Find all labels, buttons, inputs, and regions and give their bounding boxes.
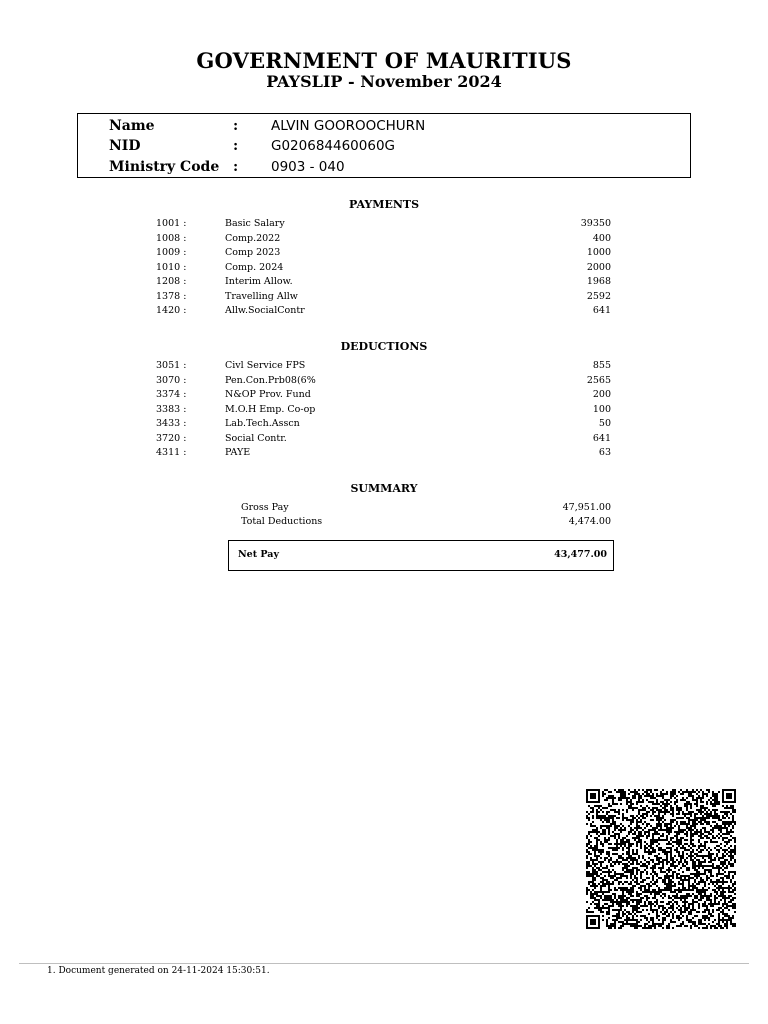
employee-info-box xyxy=(77,113,691,178)
list-item xyxy=(0,246,768,260)
item-description: Lab.Tech.Asscn xyxy=(225,418,300,429)
employee-colon: : xyxy=(233,159,239,175)
footnote: 1. Document generated on 24-11-2024 15:30:51. xyxy=(47,966,270,976)
item-code: 1010 : xyxy=(156,261,187,273)
page-title: GOVERNMENT OF MAURITIUS xyxy=(196,48,572,73)
item-code: 1008 : xyxy=(156,232,187,244)
net-pay-amount: 43,477.00 xyxy=(554,549,607,560)
gross-pay-amount: 47,951.00 xyxy=(562,502,611,513)
list-item xyxy=(0,374,768,388)
item-amount: 63 xyxy=(598,447,611,458)
item-amount: 2565 xyxy=(586,374,611,386)
employee-row-nid xyxy=(78,136,690,156)
employee-row-ministry-code xyxy=(78,157,690,177)
item-code: 3374 : xyxy=(156,389,187,400)
employee-row-name xyxy=(78,116,690,136)
total-deductions-row xyxy=(0,515,768,529)
list-item xyxy=(0,432,768,446)
page-subtitle: PAYSLIP - November 2024 xyxy=(266,72,502,91)
gross-pay-row xyxy=(0,501,768,515)
employee-value: G020684460060G xyxy=(271,138,395,154)
item-code: 1378 : xyxy=(156,290,187,302)
item-description: Pen.Con.Prb08(6% xyxy=(225,374,316,386)
deductions-heading: DEDUCTIONS xyxy=(340,340,428,353)
item-description: Civl Service FPS xyxy=(225,360,306,371)
item-description: Comp.2022 xyxy=(225,232,281,244)
employee-label: Ministry Code xyxy=(109,159,220,175)
item-amount: 2000 xyxy=(586,261,611,273)
item-description: Basic Salary xyxy=(225,218,285,229)
list-item xyxy=(0,359,768,373)
item-code: 1009 : xyxy=(156,247,187,258)
item-code: 1001 : xyxy=(156,218,187,229)
item-amount: 200 xyxy=(592,389,611,400)
list-item xyxy=(0,232,768,246)
gross-pay-label: Gross Pay xyxy=(241,502,289,513)
item-description: Allw.SocialContr xyxy=(225,305,305,316)
item-code: 3433 : xyxy=(156,418,187,429)
item-amount: 641 xyxy=(592,305,611,316)
list-item xyxy=(0,217,768,231)
list-item xyxy=(0,261,768,275)
employee-label: NID xyxy=(109,138,141,154)
employee-value: 0903 - 040 xyxy=(271,159,345,175)
employee-label: Name xyxy=(109,118,155,134)
item-description: Travelling Allw xyxy=(225,290,298,302)
footer-divider xyxy=(19,963,749,964)
total-deductions-label: Total Deductions xyxy=(241,516,323,527)
list-item xyxy=(0,290,768,304)
item-description: M.O.H Emp. Co-op xyxy=(225,403,316,415)
item-amount: 2592 xyxy=(586,290,611,302)
item-code: 4311 : xyxy=(156,447,187,458)
net-pay-label: Net Pay xyxy=(238,549,279,560)
item-code: 3051 : xyxy=(156,360,187,371)
item-description: PAYE xyxy=(225,447,251,458)
list-item xyxy=(0,446,768,460)
item-description: Interim Allow. xyxy=(225,276,293,287)
list-item xyxy=(0,304,768,318)
item-description: Comp. 2024 xyxy=(225,261,284,273)
employee-colon: : xyxy=(233,138,239,154)
item-amount: 39350 xyxy=(580,218,611,229)
employee-value: ALVIN GOOROOCHURN xyxy=(271,118,426,134)
summary-heading: SUMMARY xyxy=(350,482,418,495)
list-item xyxy=(0,417,768,431)
item-amount: 100 xyxy=(592,403,611,415)
item-code: 3720 : xyxy=(156,432,187,444)
item-amount: 50 xyxy=(598,418,611,429)
item-amount: 855 xyxy=(592,360,611,371)
item-amount: 641 xyxy=(592,432,611,444)
list-item xyxy=(0,388,768,402)
item-description: Comp 2023 xyxy=(225,247,281,258)
item-amount: 1968 xyxy=(586,276,611,287)
item-description: N&OP Prov. Fund xyxy=(225,389,311,400)
net-pay-box xyxy=(228,540,614,571)
list-item xyxy=(0,275,768,289)
qr-code-icon xyxy=(586,789,736,929)
item-code: 3070 : xyxy=(156,374,187,386)
item-code: 1208 : xyxy=(156,276,187,287)
item-amount: 400 xyxy=(592,232,611,244)
item-code: 1420 : xyxy=(156,305,187,316)
payments-heading: PAYMENTS xyxy=(348,198,420,211)
qr-code-modules xyxy=(586,789,736,929)
item-code: 3383 : xyxy=(156,403,187,415)
list-item xyxy=(0,403,768,417)
employee-colon: : xyxy=(233,118,239,134)
total-deductions-amount: 4,474.00 xyxy=(568,516,611,527)
item-description: Social Contr. xyxy=(225,432,287,444)
item-amount: 1000 xyxy=(586,247,611,258)
